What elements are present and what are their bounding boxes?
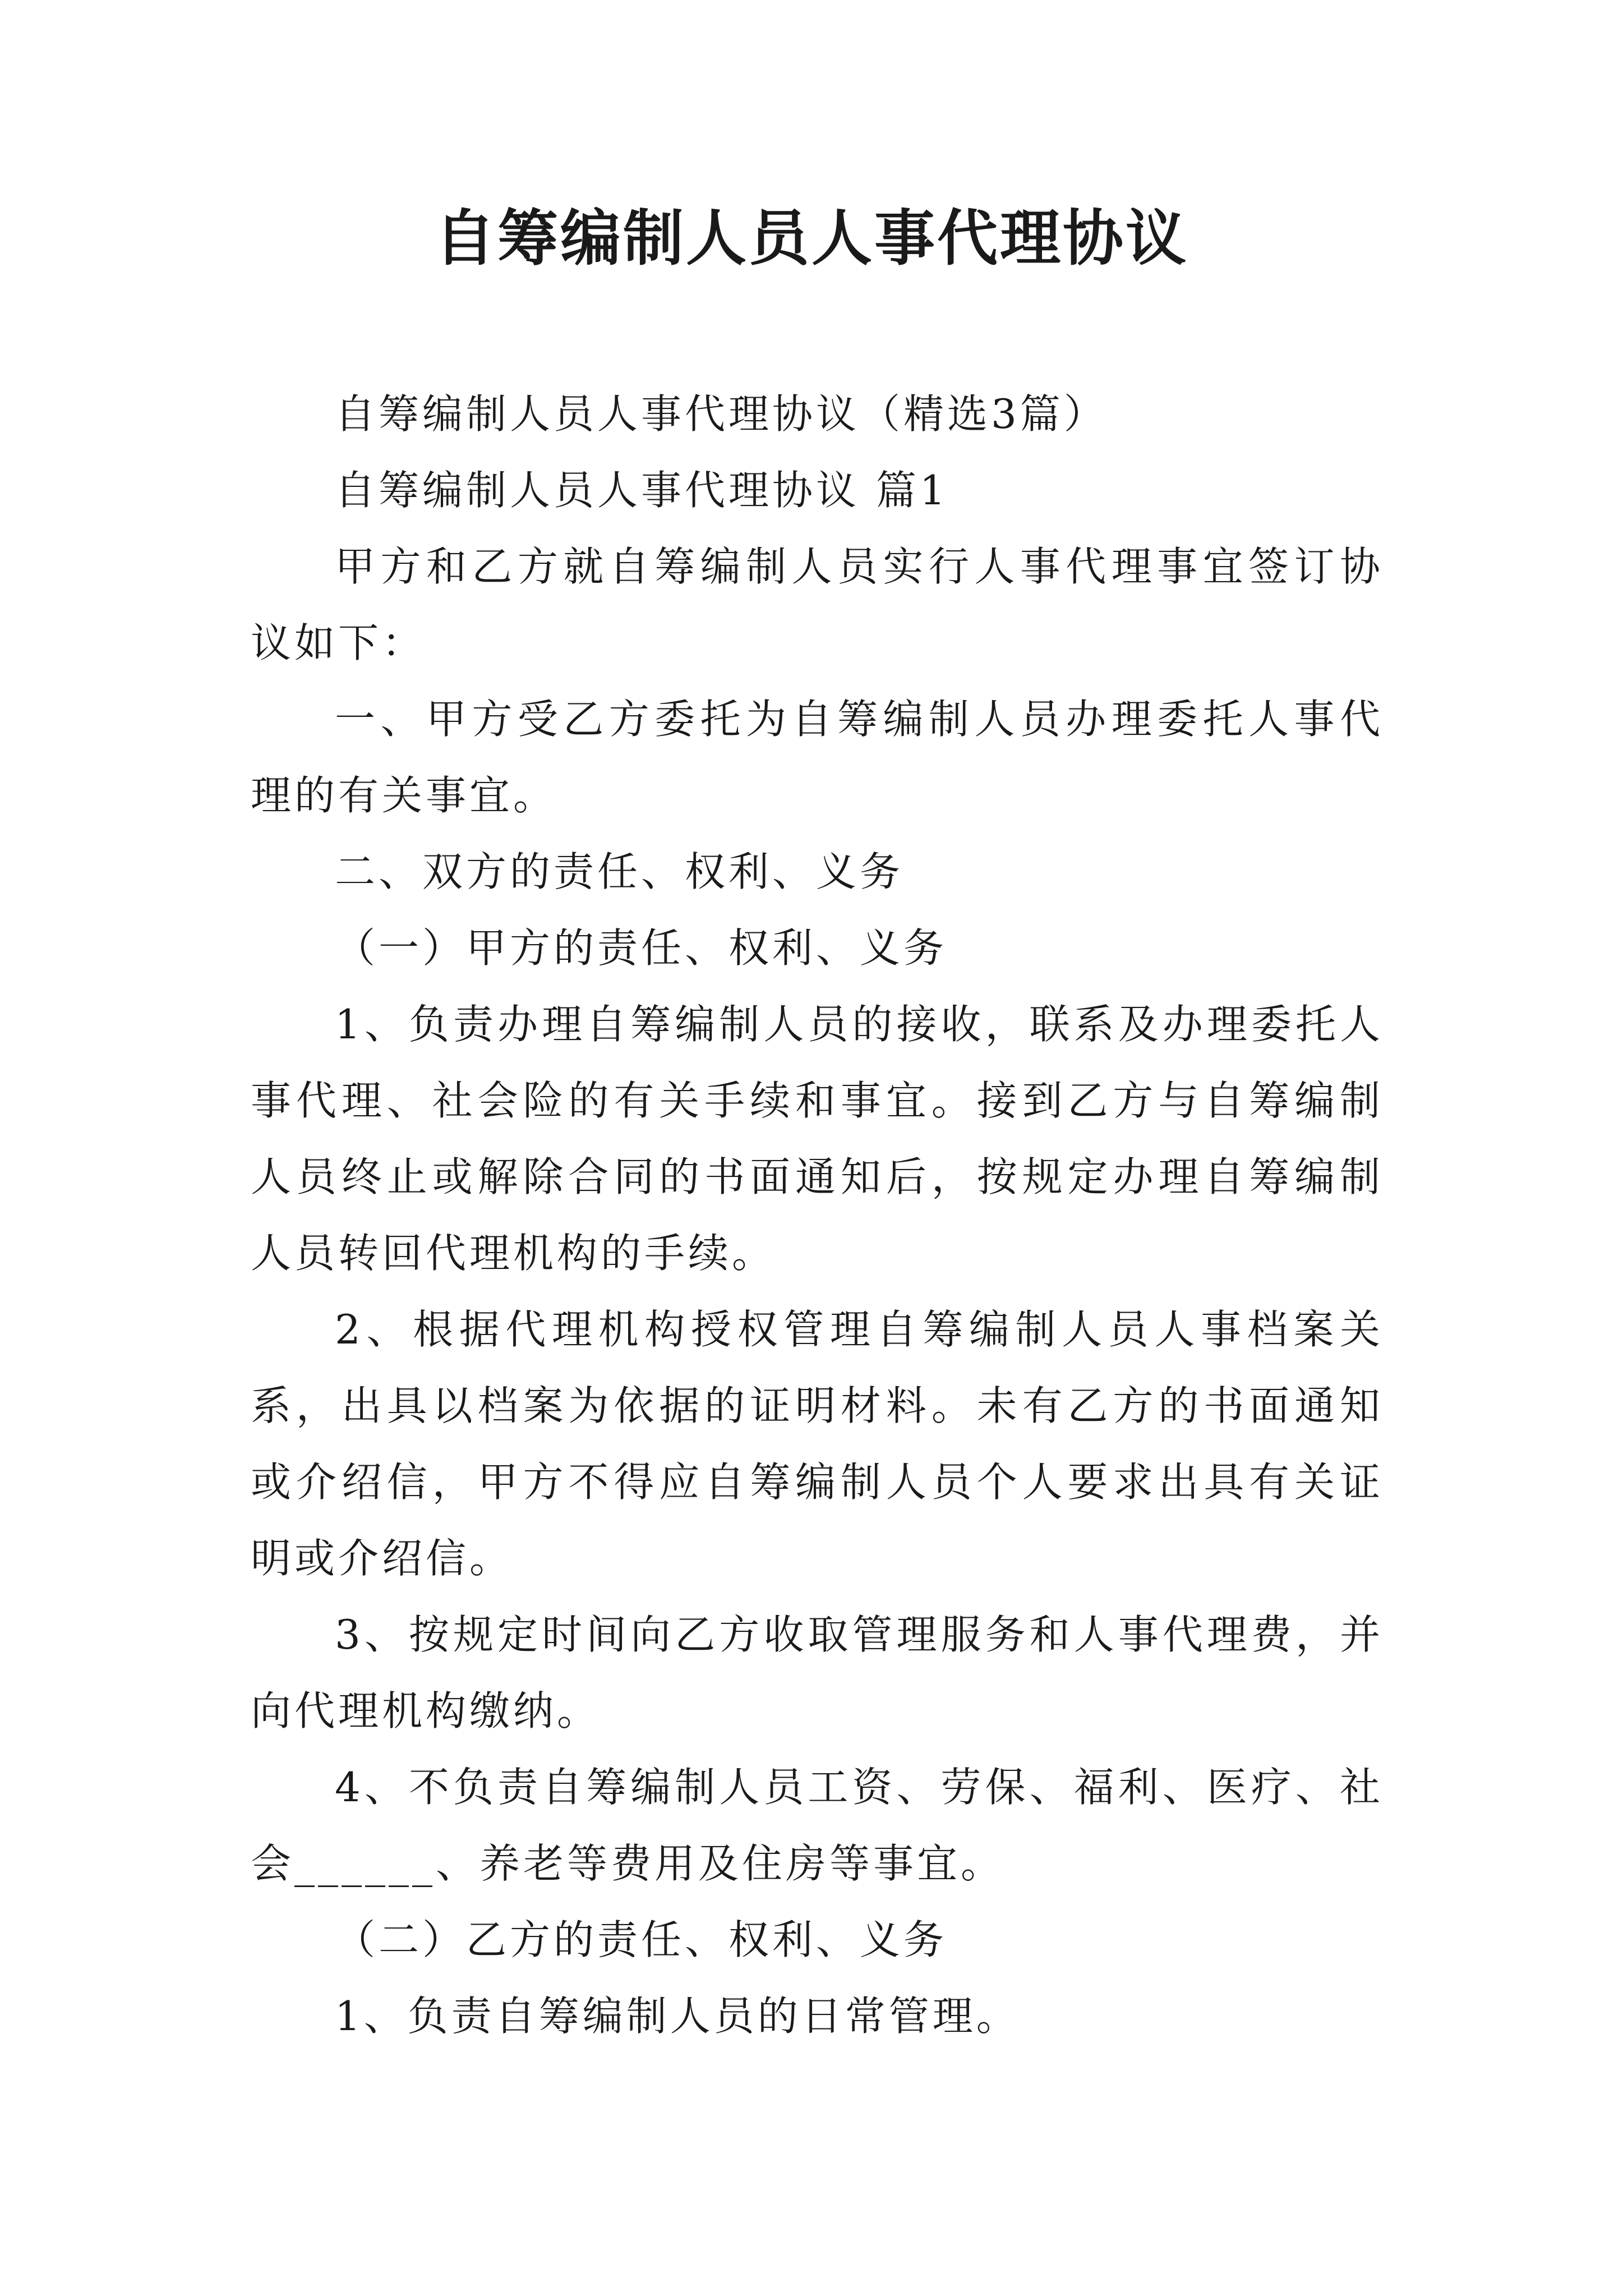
intro-paragraph: 甲方和乙方就自筹编制人员实行人事代理事宜签订协议如下： xyxy=(251,543,1384,666)
clause-1: 一、甲方受乙方委托为自筹编制人员办理委托人事代理的有关事宜。 xyxy=(251,696,1384,819)
party-b-item-1: 1、负责自筹编制人员的日常管理。 xyxy=(335,1993,1020,2040)
section-heading: 自筹编制人员人事代理协议 篇1 xyxy=(335,467,949,514)
party-a-item-1: 1、负责办理自筹编制人员的接收，联系及办理委托人事代理、社会险的有关手续和事宜。接到乙方与自筹编制人员终止或解除合同的书面通知后，按规定办理自筹编制人员转回代理机构的手续。 xyxy=(251,1001,1384,1277)
document-body xyxy=(251,376,1384,2054)
party-a-item-3: 3、按规定时间向乙方收取管理服务和人事代理费，并向代理机构缴纳。 xyxy=(251,1611,1384,1734)
party-a-item-4: 4、不负责自筹编制人员工资、劳保、福利、医疗、社会______、养老等费用及住房等事宜。 xyxy=(251,1764,1384,1887)
party-a-item-2: 2、根据代理机构授权管理自筹编制人员人事档案关系，出具以档案为依据的证明材料。未有乙方的书面通知或介绍信，甲方不得应自筹编制人员个人要求出具有关证明或介绍信。 xyxy=(251,1306,1384,1582)
subtitle-paragraph: 自筹编制人员人事代理协议（精选3篇） xyxy=(335,390,1108,438)
clause-2-heading: 二、双方的责任、权利、义务 xyxy=(335,848,904,895)
party-a-heading: （一）甲方的责任、权利、义务 xyxy=(335,924,948,972)
party-b-heading: （二）乙方的责任、权利、义务 xyxy=(335,1916,948,1963)
document-title: 自筹编制人员人事代理协议 xyxy=(434,203,1188,274)
